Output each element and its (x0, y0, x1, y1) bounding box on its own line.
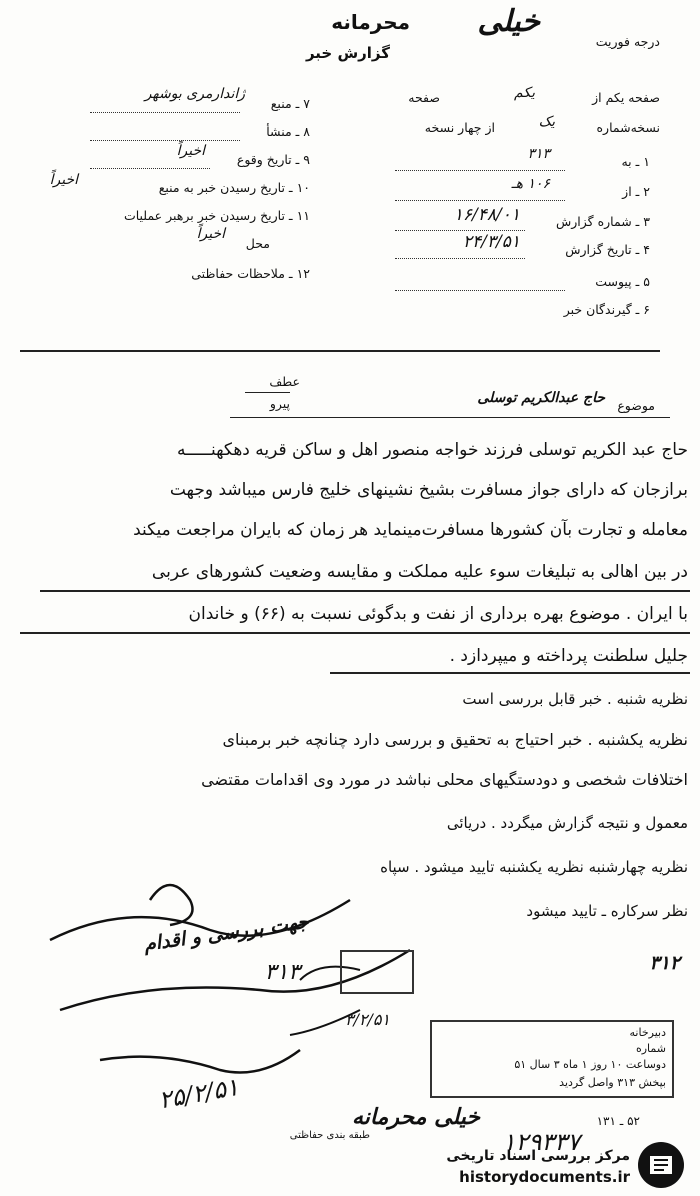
underline (330, 672, 690, 674)
field-label: نسخه‌شماره (596, 120, 660, 135)
receipt-stamp (430, 1020, 674, 1098)
priority-label: درجه فوریت (595, 34, 660, 49)
field-value: ۲۴/۳/۵۱ (462, 232, 520, 252)
classification-stamp: خیلی (477, 4, 540, 39)
underline (20, 632, 690, 634)
body-line: جلیل سلطنت پرداخته و میپردازد . (449, 646, 688, 666)
dotted-line (395, 170, 565, 171)
dotted-line (90, 112, 240, 113)
field-value: ۱۶/۴۸/۰۱ (453, 205, 520, 225)
field-suffix: از چهار نسخه (424, 120, 495, 135)
field-value: اخیراً (49, 172, 78, 188)
dotted-line (90, 168, 210, 169)
field-label: ۴ ـ تاریخ گزارش (565, 242, 650, 257)
underline (40, 590, 690, 592)
logo-text: مرکز بررسی اسناد تاریخی (446, 1148, 630, 1164)
stamp-line: دوساعت ۱۰ روز ۱ ماه ۳ سال ۵۱ (514, 1058, 666, 1071)
field-value: یک (538, 114, 555, 130)
field-label: ۶ ـ گیرندگان خبر (563, 302, 650, 317)
subject-value: حاج عبدالکریم توسلی (477, 390, 605, 406)
field-label: ۵ ـ پیوست (595, 274, 650, 289)
field-label: محل (245, 236, 270, 251)
document-number: ۱۲۹۳۳۷ (502, 1128, 580, 1156)
field-value: ۱۰۶ هـ (511, 176, 550, 192)
body-line: در بین اهالی به تبلیغات سوء علیه مملکت و مقایسه وضعیت کشورهای عربی (151, 562, 688, 582)
field-label: ۱۱ ـ تاریخ رسیدن خبر برهبر عملیات (123, 208, 310, 223)
opinion-line: نظریه شنبه . خبر قابل بررسی است (462, 690, 688, 708)
atf-divider (245, 392, 290, 393)
handwritten-date: ۳/۲/۵۱ (344, 1010, 390, 1029)
website: historydocuments.ir (459, 1168, 630, 1186)
field-label: ۱۰ ـ تاریخ رسیدن خبر به منبع (158, 180, 310, 195)
handwritten-note: جهت بررسی و اقدام (142, 910, 311, 956)
field-label: ۲ ـ از (622, 184, 650, 199)
stamp-line: شماره (635, 1042, 666, 1055)
body-line: معامله و تجارت بآن کشورها مسافرت‌مینماید هر زمان که بایران مراجعت میکند (133, 520, 688, 540)
separator-line (20, 350, 660, 352)
field-value: ۳۱۳ (527, 146, 550, 162)
archive-logo-icon (636, 1140, 686, 1190)
atf-label: عطف (269, 374, 300, 389)
body-line: برازجان که دارای جواز مسافرت بشیخ نشینهای خلیج فارس میباشد وجهت (169, 480, 688, 500)
field-label: ۱۲ ـ ملاحظات حفاظتی (191, 266, 310, 281)
footer-classification: خیلی محرمانه (351, 1104, 480, 1130)
opinion-line: نظریه یکشنبه . خبر احتیاج به تحقیق و بررسی دارد چنانچه خبر برمبنای (222, 730, 688, 749)
peyro-label: پیرو (269, 396, 290, 411)
field-label: صفحه یکم از (592, 90, 660, 105)
field-value: یکم (514, 85, 535, 101)
field-value: ژاندارمری بوشهر (144, 86, 245, 102)
form-code: ۵۲ ـ ۱۳۱ (596, 1114, 640, 1128)
page-title: گزارش خبر (305, 44, 390, 62)
stamp-line: بپخش ۳۱۳ واصل گردید (559, 1076, 666, 1089)
body-line: با ایران . موضوع بهره برداری از نفت و بدگوئی نسبت به (۶۶) و خاندان (188, 604, 688, 624)
handwritten-note: ۳۱۳ (264, 960, 300, 985)
dotted-line (395, 230, 525, 231)
handwritten-date: ۲۵/۲/۵۱ (156, 1072, 241, 1115)
field-label: ۷ ـ منبع (270, 96, 310, 111)
field-value: اخیراً (196, 226, 225, 242)
footer-class-note: طبقه بندی حفاظتی (289, 1130, 370, 1141)
opinion-line: نظریه چهارشنبه نظریه یکشنبه تایید میشود . سپاه (380, 858, 688, 876)
field-value: اخیراً (176, 143, 205, 159)
subject-label: موضوع (617, 398, 655, 413)
dotted-line (90, 140, 240, 141)
opinion-line: نظر سرکاره ـ تایید میشود (526, 902, 688, 920)
handwritten-note: ۳۱۲ (649, 952, 680, 974)
opinion-line: اختلافات شخصی و دودستگیهای محلی نباشد در مورد وی اقدامات مقتضی (201, 770, 688, 789)
field-label: ۱ ـ به (621, 154, 650, 169)
dotted-line (395, 290, 565, 291)
subject-rule (230, 417, 670, 418)
classification-typed: محرمانه (331, 10, 410, 34)
dotted-line (395, 258, 525, 259)
field-label: ۸ ـ منشأ (266, 124, 310, 139)
dotted-line (395, 200, 565, 201)
body-line: حاج عبد الکریم توسلی فرزند خواجه منصور اهل و ساکن قریه دهکهنـــــه (176, 440, 688, 460)
small-stamp (340, 950, 414, 994)
stamp-line: دبیرخانه (629, 1026, 666, 1039)
opinion-line: معمول و نتیجه گزارش میگردد . دریائی (446, 814, 688, 832)
field-label: ۳ ـ شماره گزارش (555, 214, 650, 229)
field-label: ۹ ـ تاریخ وقوع (236, 152, 310, 167)
field-suffix: صفحه (408, 90, 440, 105)
